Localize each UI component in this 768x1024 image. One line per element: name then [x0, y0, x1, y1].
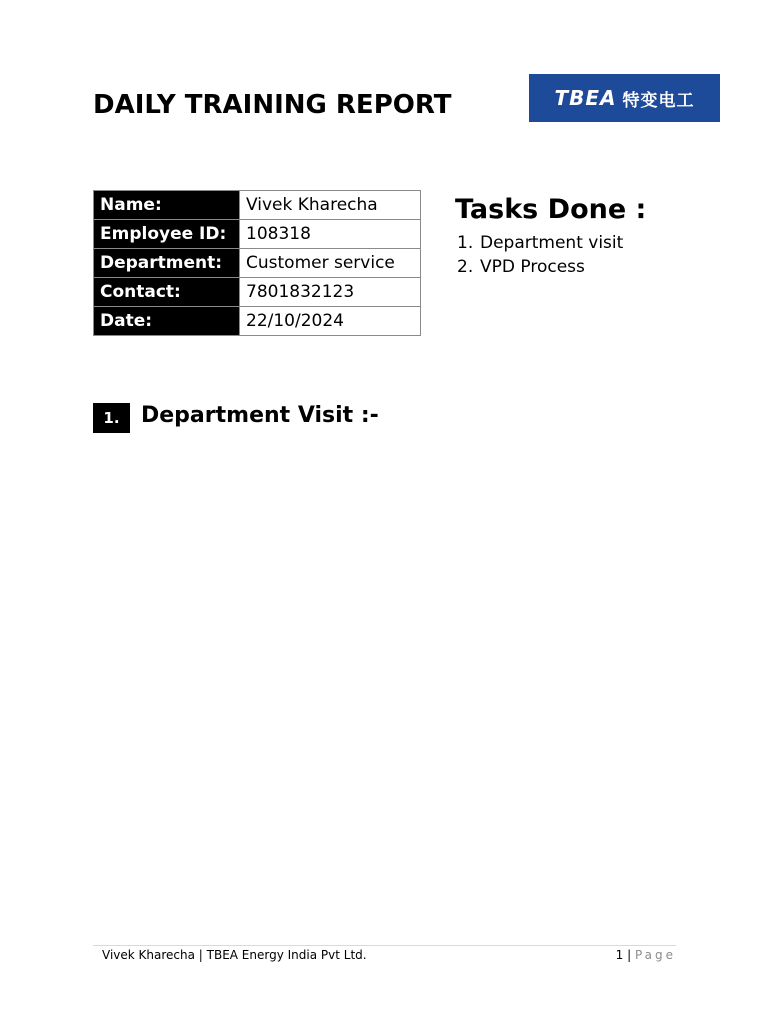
contact-label: Contact: [94, 278, 240, 307]
footer-divider [93, 945, 676, 946]
name-label: Name: [94, 191, 240, 220]
list-item-number: 2. [457, 257, 474, 277]
page-label: Page [634, 948, 676, 962]
section-heading: Department Visit :- [141, 403, 379, 428]
name-value: Vivek Kharecha [240, 191, 421, 220]
employee-id-value: 108318 [240, 220, 421, 249]
date-label: Date: [94, 307, 240, 336]
contact-value: 7801832123 [240, 278, 421, 307]
employee-info-table [93, 190, 421, 336]
footer-author-company: Vivek Kharecha | TBEA Energy India Pvt Ltd. [102, 948, 367, 962]
table-row [94, 307, 421, 336]
list-item-text: VPD Process [480, 257, 585, 277]
table-row [94, 191, 421, 220]
page-separator: | [627, 948, 632, 962]
tasks-done-heading: Tasks Done : [455, 194, 647, 225]
logo-cjk-text: 特变电工 [622, 90, 695, 111]
employee-id-label: Employee ID: [94, 220, 240, 249]
list-item-number: 1. [457, 233, 474, 253]
list-item-text: Department visit [480, 233, 624, 253]
table-row [94, 220, 421, 249]
date-value: 22/10/2024 [240, 307, 421, 336]
list-item [457, 232, 623, 256]
page-number: 1 [615, 948, 624, 962]
department-label: Department: [94, 249, 240, 278]
section-number-badge: 1. [93, 403, 130, 433]
department-value: Customer service [240, 249, 421, 278]
logo-latin-text: TBEA [554, 86, 617, 110]
tasks-list [457, 232, 623, 280]
table-row [94, 278, 421, 307]
list-item [457, 256, 623, 280]
table-row [94, 249, 421, 278]
document-title: DAILY TRAINING REPORT [93, 90, 452, 120]
footer-page-indicator [616, 948, 676, 962]
company-logo [529, 74, 720, 122]
